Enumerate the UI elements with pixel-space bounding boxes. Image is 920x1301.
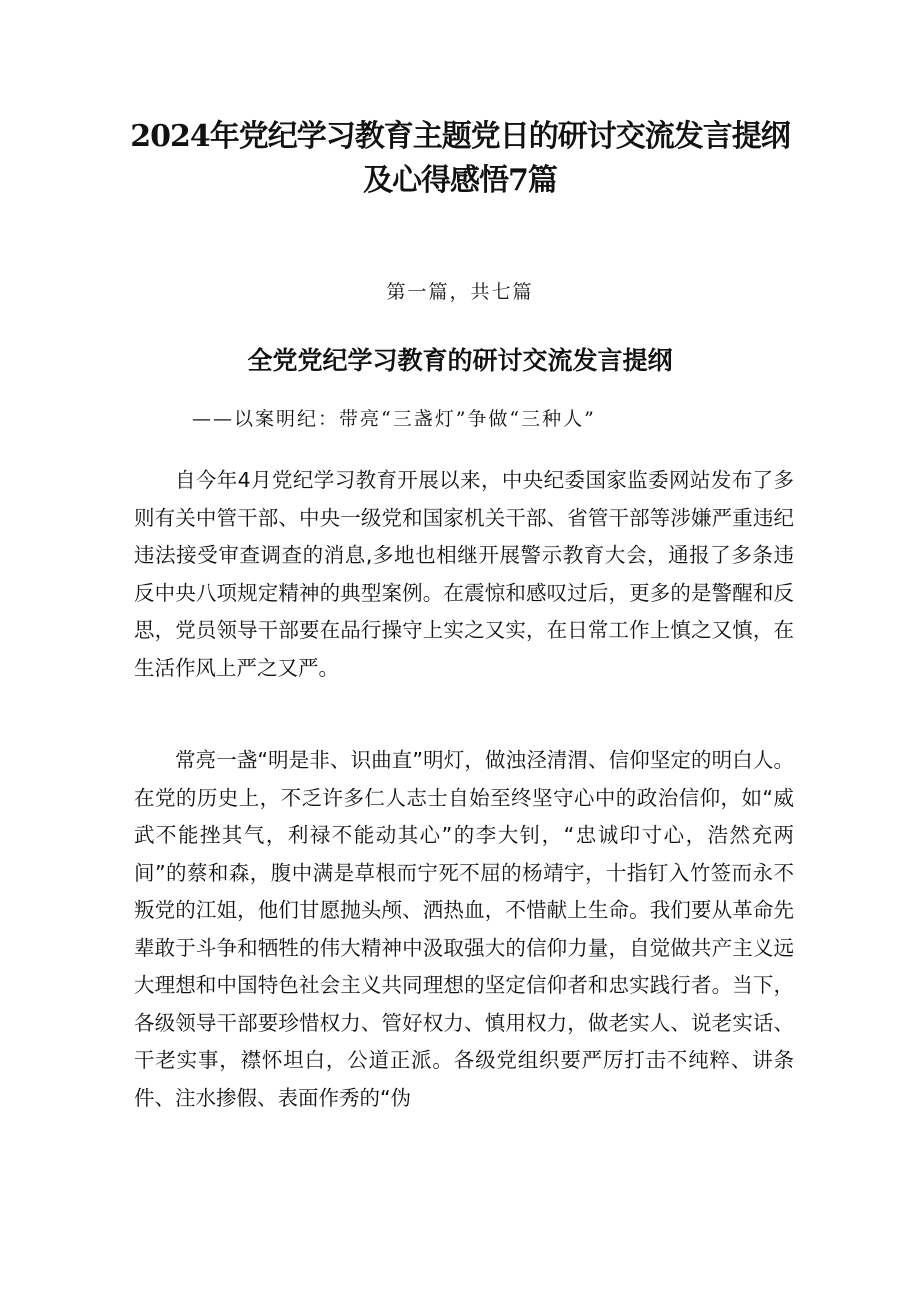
section-subtitle: ——以案明纪：带亮“三盏灯”争做“三种人” [192,408,596,430]
part-label: 第一篇，共七篇 [386,281,534,303]
document-title-line-2: 及心得感悟7篇 [363,163,557,198]
document-title-line-1: 2024年党纪学习教育主题党日的研讨交流发言提纲 [130,119,790,154]
body-paragraph-1: 自今年4月党纪学习教育开展以来，中央纪委国家监委网站发布了多则有关中管干部、中央一级党和国家机关干部、省管干部等涉嫌严重违纪违法接受审查调查的消息,多地也相继开展警示教育大会，通报了多条违反中央八项规定精神的典型案例。在震惊和感叹过后，更多的是警醒和反思，党员领导干部要在品行操守上实之又实，在日常工作上慎之又慎，在生活作风上严之又严。 [134,468,794,680]
section-title: 全党党纪学习教育的研讨交流发言提纲 [247,346,673,375]
body-paragraph-2: 常亮一盏“明是非、识曲直”明灯，做浊泾清渭、信仰坚定的明白人。在党的历史上，不乏许多仁人志士自始至终坚守心中的政治信仰，如“威武不能挫其气，利禄不能动其心”的李大钊，“忠诚印寸心，浩然充两间”的蔡和森，腹中满是草根而宁死不屈的杨靖宇，十指钉入竹签而永不叛党的江姐，他们甘愿抛头颅、洒热血，不惜献上生命。我们要从革命先辈敢于斗争和牺牲的伟大精神中汲取强大的信仰力量，自觉做共产主义远大理想和中国特色社会主义共同理想的坚定信仰者和忠实践行者。当下，各级领导干部要珍惜权力、管好权力、慎用权力，做老实人、说老实话、干老实事，襟怀坦白，公道正派。各级党组织要严厉打击不纯粹、讲条件、注水掺假、表面作秀的“伪 [134,748,794,1110]
